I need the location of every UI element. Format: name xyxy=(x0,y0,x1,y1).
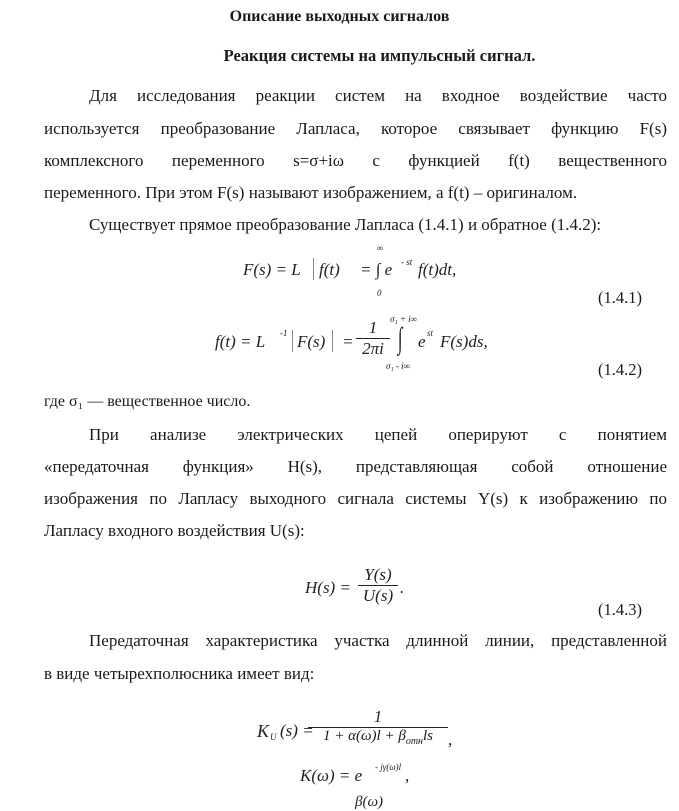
section-heading: Описание выходных сигналов xyxy=(229,8,450,25)
eq2-frac-num: 1 xyxy=(356,318,390,339)
eq3-number: (1.4.3) xyxy=(598,600,642,619)
eq5-tail: , xyxy=(405,766,410,785)
eq1-body: f(t) xyxy=(319,260,340,279)
eq4-lhs-arg: (s) = xyxy=(280,721,314,740)
eq1-upper-limit: ∞ xyxy=(377,243,384,253)
eq5-lhs: K(ω) = e xyxy=(300,766,363,785)
eq2-tail: F(s)ds, xyxy=(440,332,488,351)
eq4-numerator: 1 xyxy=(308,707,448,728)
para3-line-4: Лапласу входного воздействия U(s): xyxy=(44,521,305,540)
eq1-lhs: F(s) = L xyxy=(243,260,301,279)
eq2-frac-den: 2πi xyxy=(362,339,384,358)
eq2-lhs: f(t) = L xyxy=(215,332,266,351)
eq4-den-sub: отн xyxy=(405,736,423,747)
eq4-lhs-sub: U xyxy=(270,732,277,742)
eq5-exponent: - jγ(ω)l xyxy=(375,762,402,772)
eq4-lhs: K xyxy=(257,721,270,741)
eq2-number: (1.4.2) xyxy=(598,360,642,379)
eq1-lower-limit: 0 xyxy=(377,288,382,298)
para1-line-3: комплексного переменного s=σ+iω с функцией f(t) вещественного xyxy=(44,151,667,170)
eq4-fraction xyxy=(308,707,448,747)
eq4-den-a: 1 + α(ω)l + β xyxy=(322,728,406,744)
para1-line-1: Для исследования реакции систем на входное воздействие часто xyxy=(89,86,667,105)
eq2-integral-sign: ∫ xyxy=(397,322,403,355)
eq3-period: . xyxy=(400,578,405,597)
eq4-tail: , xyxy=(448,730,453,749)
eq2-fraction xyxy=(356,318,390,359)
eq2-upper-limit: σ₁ + i∞ xyxy=(390,314,418,324)
eq2-integrand: e xyxy=(418,332,426,351)
eq3-fraction xyxy=(358,565,398,606)
para3-line-2: «передаточная функция» H(s), представляющая собой отношение xyxy=(44,457,667,476)
para4-line-1: Передаточная характеристика участка длинной линии, представленной xyxy=(89,631,667,650)
eq2-bracket-right xyxy=(332,330,333,352)
eq1-tail: f(t)dt, xyxy=(418,260,457,279)
eq3-numerator: Y(s) xyxy=(358,565,398,586)
eq1-bracket-left xyxy=(313,258,314,280)
eq2-body: F(s) xyxy=(297,332,326,351)
para4-line-2: в виде четырехполюсника имеет вид: xyxy=(44,664,315,683)
eq4-denominator xyxy=(308,728,448,747)
where-line: где σ₁ — вещественное число. xyxy=(44,393,251,410)
para1-line-4: переменного. При этом F(s) называют изображением, а f(t) – оригиналом. xyxy=(44,183,578,202)
eq6-partial-numerator: β(ω) xyxy=(355,794,384,810)
para3-line-3: изображения по Лапласу выходного сигнала системы Y(s) к изображению по xyxy=(44,489,667,508)
eq3-denominator: U(s) xyxy=(362,586,394,605)
para3-line-1: При анализе электрических цепей оперируют с понятием xyxy=(89,425,667,444)
eq2-bracket-left xyxy=(292,330,293,352)
eq1-exponent: - st xyxy=(401,257,413,267)
eq4-den-b: ls xyxy=(423,728,434,744)
para1-line-2: используется преобразование Лапласа, которое связывает функцию F(s) xyxy=(44,119,667,138)
eq2-lower-limit: σ₁ - i∞ xyxy=(386,361,410,371)
eq2-equals: = xyxy=(342,332,354,351)
para2-line: Существует прямое преобразование Лапласа (1.4.1) и обратное (1.4.2): xyxy=(89,215,602,234)
eq1-integral: = ∫ e xyxy=(360,260,393,279)
eq3-lhs: H(s) = xyxy=(305,578,351,597)
eq1-number: (1.4.1) xyxy=(598,288,642,307)
eq2-inverse: -1 xyxy=(280,328,288,338)
subsection-heading: Реакция системы на импульсный сигнал. xyxy=(223,46,536,65)
eq2-exponent: st xyxy=(427,328,434,338)
